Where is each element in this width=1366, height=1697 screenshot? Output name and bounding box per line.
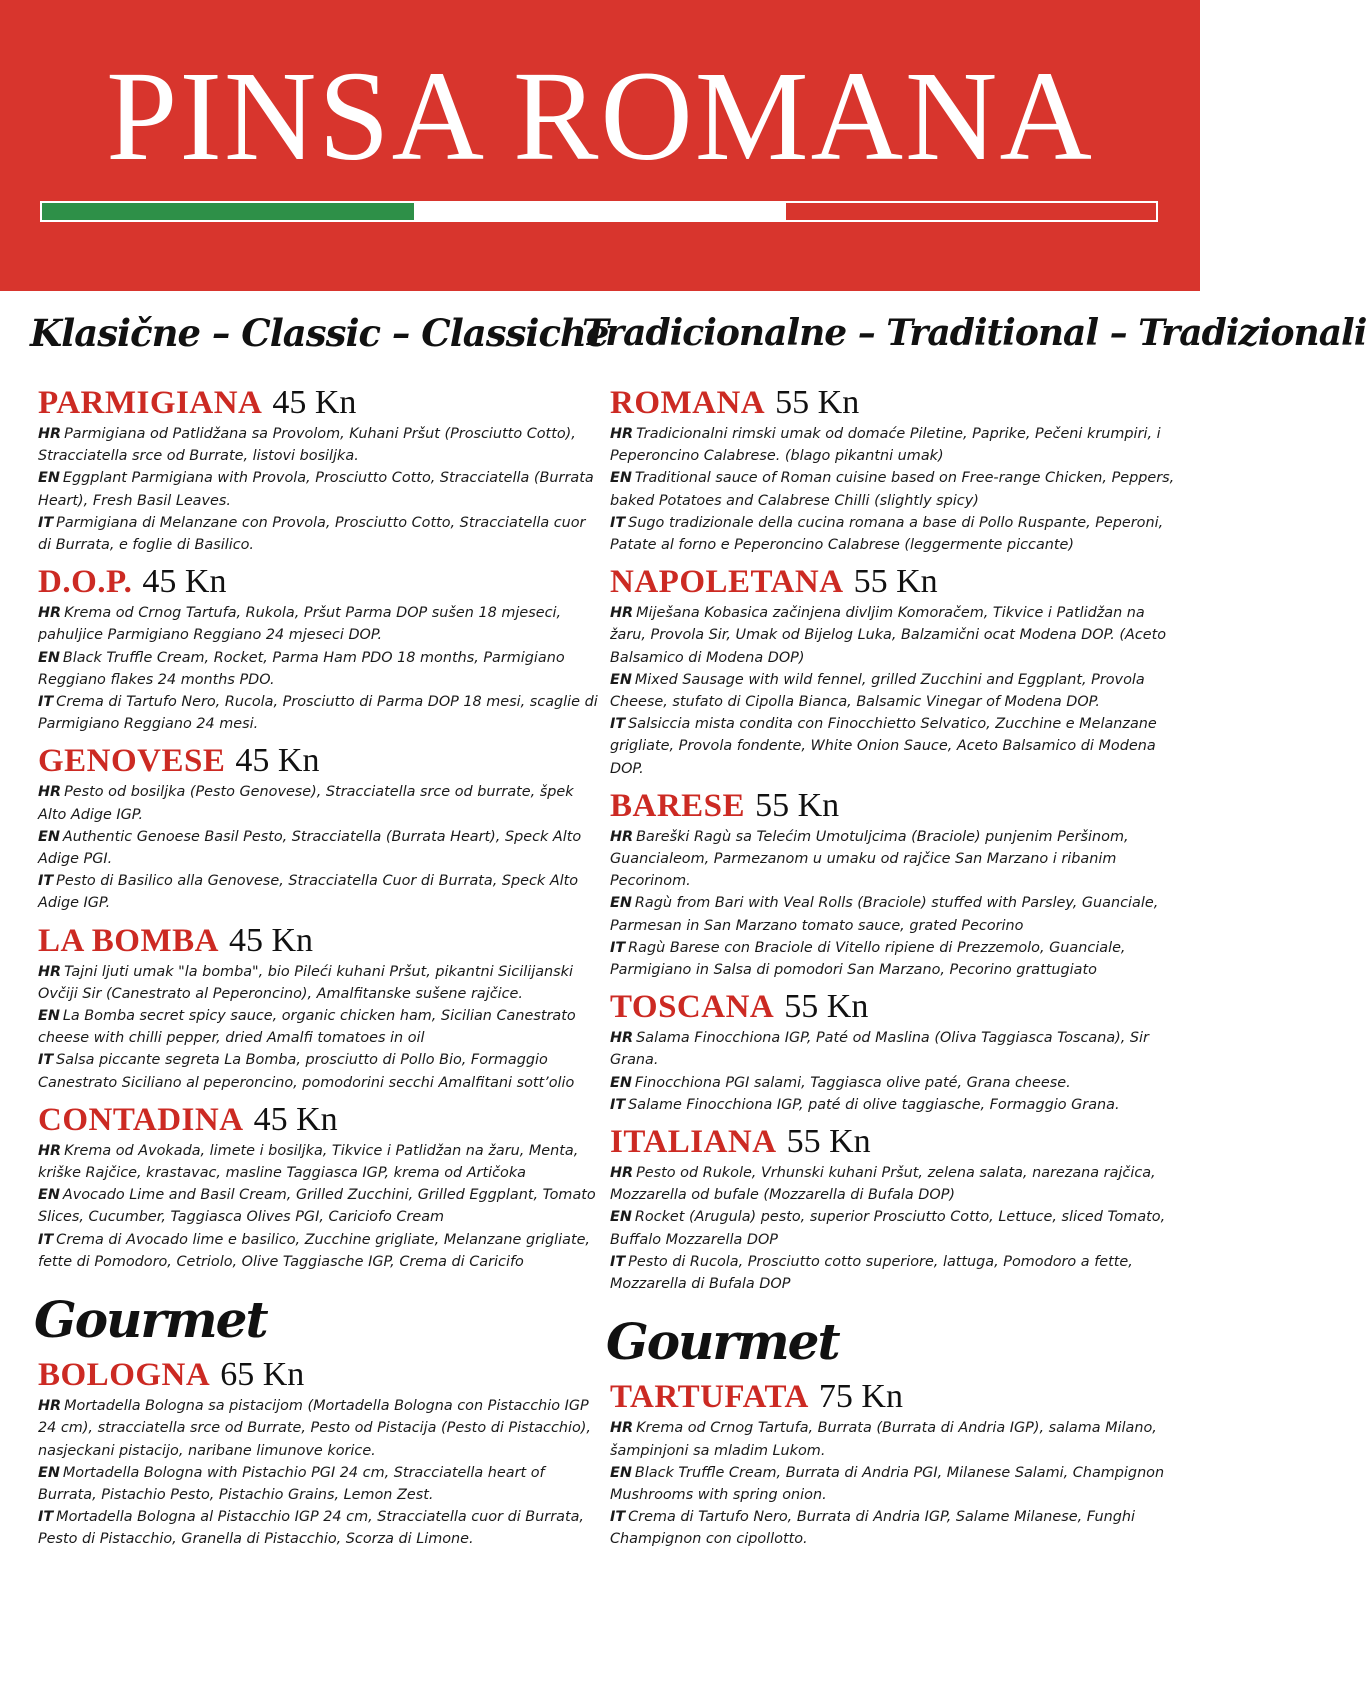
- description-it-text: Mortadella Bologna al Pistacchio IGP 24 cm, Stracciatella cuor di Burrata, Pesto di Pistacchio, Granella di Pistacchio, Scorza di Limone.: [38, 1509, 584, 1548]
- description-en-text: La Bomba secret spicy sauce, organic chicken ham, Sicilian Canestrato cheese with chilli pepper, dried Amalfi tomatoes in oil: [38, 1008, 576, 1047]
- description-it-text: Crema di Tartufo Nero, Burrata di Andria IGP, Salame Milanese, Funghi Champignon con cipollotto.: [610, 1509, 1135, 1548]
- lang-label-hr: HR: [610, 1165, 634, 1182]
- description-hr: [38, 423, 598, 467]
- lang-label-hr: HR: [610, 426, 634, 442]
- lang-label-en: EN: [610, 1464, 632, 1481]
- description-en-text: Mixed Sausage with wild fennel, grilled Zucchini and Eggplant, Provola Cheese, stufato di Cipolla Bianca, Balsamic Vinegar of Modena DOP.: [610, 671, 1145, 711]
- description-hr-text: Tajni ljuti umak "la bomba", bio Pileći kuhani Pršut, pikantni Sicilijanski Ovčiji Sir (Canestrato al Peperoncino), Amalfitanske sušene rajčice.: [38, 963, 573, 1002]
- description-it: [610, 713, 1180, 780]
- menu-item: [38, 1355, 598, 1550]
- description-hr-text: Pesto od bosiljka (Pesto Genovese), Stracciatella srce od burrate, špek Alto Adige IGP.: [38, 784, 574, 823]
- menu-item-description: [38, 961, 598, 1094]
- lang-label-en: EN: [610, 895, 632, 912]
- menu-item-price: 55 Kn: [786, 1123, 871, 1161]
- menu-item-price: 45 Kn: [253, 1100, 338, 1138]
- menu-item: [610, 987, 1180, 1116]
- menu-item: [38, 562, 598, 735]
- flag-red-band: [786, 203, 1156, 220]
- description-en-text: Traditional sauce of Roman cuisine based on Free-range Chicken, Peppers, baked Potatoes and Calabrese Chilli (slightly spicy): [610, 470, 1175, 509]
- menu-item-name: D.O.P.: [38, 564, 133, 601]
- description-it-text: Salsiccia mista condita con Finocchietto Selvatico, Zucchine e Melanzane grigliate, Provola fondente, White Onion Sauce, Aceto Balsamico di Modena DOP.: [610, 716, 1157, 777]
- lang-label-en: EN: [38, 828, 60, 845]
- description-it: [610, 1506, 1180, 1550]
- menu-item-price: 55 Kn: [784, 988, 869, 1026]
- menu-item-name: BOLOGNA: [38, 1357, 211, 1394]
- description-hr-text: Krema od Crnog Tartufa, Rukola, Pršut Parma DOP sušen 18 mjeseci, pahuljice Parmigiano Reggiano 24 mjeseci DOP.: [38, 605, 562, 644]
- description-en: [38, 1184, 598, 1228]
- description-hr: [610, 826, 1180, 893]
- description-en-text: Black Truffle Cream, Burrata di Andria PGI, Milanese Salami, Champignon Mushrooms with spring onion.: [610, 1464, 1165, 1503]
- menu-item-price: 45 Kn: [142, 563, 227, 601]
- description-hr: [610, 1027, 1180, 1071]
- lang-label-en: EN: [38, 1464, 60, 1481]
- description-it: [610, 1094, 1180, 1116]
- description-it: [38, 691, 598, 735]
- lang-label-it: IT: [610, 1096, 626, 1113]
- menu-item-price: 45 Kn: [235, 742, 320, 780]
- description-hr: [610, 1162, 1180, 1206]
- description-hr-text: Pesto od Rukole, Vrhunski kuhani Pršut, zelena salata, narezana rajčica, Mozzarella od bufale (Mozzarella di Bufala DOP): [610, 1165, 1156, 1204]
- classic-section-title: Klasične – Classic – Classiche: [30, 311, 609, 355]
- description-hr: [610, 602, 1180, 669]
- description-en-text: Black Truffle Cream, Rocket, Parma Ham PDO 18 months, Parmigiano Reggiano flakes 24 months PDO.: [38, 649, 565, 688]
- lang-label-hr: HR: [38, 784, 62, 801]
- description-en: [610, 892, 1180, 936]
- menu-item-header: [610, 1377, 1180, 1417]
- lang-label-hr: HR: [610, 605, 634, 622]
- description-it: [38, 512, 598, 556]
- description-hr-text: Mortadella Bologna sa pistacijom (Mortadella Bologna con Pistacchio IGP 24 cm), stracciatella srce od Burrate, Pesto od Pistacija (Pesto di Pistacchio), nasjeckani pistacijo, naribane limunove korice.: [38, 1398, 591, 1459]
- lang-label-en: EN: [38, 470, 60, 487]
- menu-item-name: PARMIGIANA: [38, 385, 263, 421]
- lang-label-it: IT: [610, 1253, 626, 1270]
- lang-label-en: EN: [610, 671, 632, 688]
- description-en-text: Avocado Lime and Basil Cream, Grilled Zucchini, Grilled Eggplant, Tomato Slices, Cucumber, Taggiasca Olives PGI, Cariciofo Cream: [38, 1187, 596, 1226]
- description-it: [610, 512, 1180, 556]
- lang-label-hr: HR: [38, 963, 62, 980]
- description-en: [610, 1072, 1180, 1094]
- lang-label-it: IT: [38, 873, 54, 890]
- description-hr: [38, 1395, 598, 1462]
- lang-label-it: IT: [38, 694, 54, 711]
- menu-item-price: 65 Kn: [220, 1356, 305, 1394]
- menu-item: [38, 921, 598, 1094]
- lang-label-it: IT: [38, 1231, 54, 1248]
- menu-item-name: ROMANA: [610, 385, 766, 421]
- gourmet-title-left: Gourmet: [34, 1290, 267, 1350]
- menu-item-price: 45 Kn: [272, 384, 357, 421]
- description-en: [610, 669, 1180, 713]
- menu-item-header: [38, 562, 598, 602]
- description-en: [38, 1005, 598, 1049]
- menu-item-header: [38, 1100, 598, 1140]
- traditional-column: [582, 305, 1366, 1557]
- menu-item-header: [38, 1355, 598, 1395]
- menu-item-name: TARTUFATA: [610, 1379, 809, 1416]
- menu-item-description: [610, 1162, 1180, 1295]
- menu-item-header: [610, 987, 1180, 1027]
- menu-item-description: [38, 781, 598, 914]
- lang-label-it: IT: [610, 514, 626, 531]
- menu-item-description: [38, 1140, 598, 1273]
- description-hr-text: Krema od Crnog Tartufa, Burrata (Burrata di Andria IGP), salama Milano, šampinjoni sa mladim Lukom.: [610, 1420, 1157, 1459]
- page-title: PINSA ROMANA: [106, 45, 1094, 187]
- menu-item-name: LA BOMBA: [38, 922, 219, 959]
- menu-item: [610, 786, 1180, 981]
- gourmet-menu-list-right: [610, 1377, 1180, 1550]
- description-hr-text: Miješana Kobasica začinjena divljim Komoračem, Tikvice i Patlidžan na žaru, Provola Sir, Umak od Bijelog Luka, Balzamični ocat Modena DOP. (Aceto Balsamico di Modena DOP): [610, 605, 1167, 666]
- menu-item-price: 55 Kn: [775, 384, 860, 421]
- menu-item: [610, 562, 1180, 780]
- menu-item-name: GENOVESE: [38, 743, 226, 780]
- lang-label-hr: HR: [610, 1030, 634, 1047]
- menu-item-header: [610, 786, 1180, 826]
- description-it: [38, 870, 598, 914]
- description-hr-text: Krema od Avokada, limete i bosiljka, Tikvice i Patlidžan na žaru, Menta, kriške Rajčice, krastavac, masline Taggiasca IGP, krema od Artičoka: [38, 1142, 579, 1182]
- lang-label-hr: HR: [38, 426, 62, 442]
- lang-label-en: EN: [610, 1209, 632, 1226]
- gourmet-title-right: Gourmet: [606, 1312, 839, 1372]
- menu-item-name: BARESE: [610, 787, 746, 824]
- menu-item-name: TOSCANA: [610, 989, 775, 1026]
- description-it-text: Salsa piccante segreta La Bomba, prosciutto di Pollo Bio, Formaggio Canestrato Siciliano al peperoncino, pomodorini secchi Amalfitani sott’olio: [38, 1052, 575, 1091]
- menu-item: [38, 383, 598, 556]
- menu-item-description: [610, 1417, 1180, 1550]
- menu-item-price: 75 Kn: [818, 1378, 903, 1416]
- description-hr-text: Bareški Ragù sa Telećim Umotuljcima (Braciole) punjenim Peršinom, Guancialeom, Parmezanom u umaku od rajčice San Marzano i ribanim Pecorinom.: [610, 828, 1129, 890]
- description-en-text: Authentic Genoese Basil Pesto, Stracciatella (Burrata Heart), Speck Alto Adige PGI.: [38, 828, 582, 868]
- lang-label-it: IT: [38, 514, 54, 531]
- flag-green-band: [42, 203, 414, 220]
- lang-label-en: EN: [38, 649, 60, 666]
- gourmet-menu-list-left: [38, 1355, 598, 1550]
- menu-item-description: [610, 1027, 1180, 1116]
- lang-label-en: EN: [38, 1008, 60, 1025]
- lang-label-it: IT: [610, 716, 626, 733]
- description-hr: [38, 781, 598, 825]
- description-it-text: Crema di Avocado lime e basilico, Zucchine grigliate, Melanzane grigliate, fette di Pomodoro, Cetriolo, Olive Taggiasche IGP, Crema di Caricifo: [38, 1231, 591, 1270]
- lang-label-hr: HR: [38, 1142, 62, 1159]
- lang-label-en: EN: [38, 1187, 60, 1204]
- flag-white-band: [414, 203, 786, 220]
- description-en: [38, 647, 598, 691]
- description-hr-text: Parmigiana od Patlidžana sa Provolom, Kuhani Pršut (Prosciutto Cotto), Stracciatella srce od Burrate, listovi bosiljka.: [38, 426, 576, 465]
- description-hr: [610, 1417, 1180, 1461]
- menu-item: [610, 1122, 1180, 1295]
- description-en-text: Mortadella Bologna with Pistachio PGI 24 cm, Stracciatella heart of Burrata, Pistachio Pesto, Pistachio Grains, Lemon Zest.: [38, 1464, 545, 1503]
- description-hr: [610, 423, 1180, 467]
- description-en: [38, 826, 598, 870]
- lang-label-hr: HR: [610, 828, 634, 845]
- menu-item-header: [610, 383, 1180, 423]
- description-it: [610, 937, 1180, 981]
- menu-item-price: 55 Kn: [853, 563, 938, 601]
- description-it-text: Pesto di Basilico alla Genovese, Stracciatella Cuor di Burrata, Speck Alto Adige IGP.: [38, 873, 579, 912]
- menu-item-description: [38, 602, 598, 735]
- description-it-text: Pesto di Rucola, Prosciutto cotto superiore, lattuga, Pomodoro a fette, Mozzarella di Bufala DOP: [610, 1253, 1133, 1293]
- description-hr: [38, 1140, 598, 1184]
- lang-label-it: IT: [610, 1509, 626, 1526]
- menu-item-description: [610, 826, 1180, 981]
- lang-label-hr: HR: [38, 605, 62, 622]
- menu-item-header: [38, 921, 598, 961]
- description-en-text: Eggplant Parmigiana with Provola, Prosciutto Cotto, Stracciatella (Burrata Heart), Fresh Basil Leaves.: [38, 470, 594, 509]
- menu-item-description: [610, 423, 1180, 556]
- menu-item-description: [610, 602, 1180, 780]
- description-en: [610, 1206, 1180, 1250]
- description-en: [610, 1462, 1180, 1506]
- traditional-section-title: Tradicionalne – Traditional – Tradizionali: [582, 312, 1366, 354]
- menu-item-header: [610, 562, 1180, 602]
- lang-label-hr: HR: [610, 1420, 634, 1437]
- lang-label-en: EN: [610, 1074, 632, 1091]
- menu-item-description: [38, 423, 598, 556]
- description-it-text: Sugo tradizionale della cucina romana a base di Pollo Ruspante, Peperoni, Patate al forno e Peperoncino Calabrese (leggermente piccante): [610, 514, 1164, 554]
- description-it-text: Crema di Tartufo Nero, Rucola, Prosciutto di Parma DOP 18 mesi, scaglie di Parmigiano Reggiano 24 mesi.: [38, 694, 598, 733]
- description-it-text: Parmigiana di Melanzane con Provola, Prosciutto Cotto, Stracciatella cuor di Burrata, e foglie di Basilico.: [38, 514, 586, 554]
- menu-item-header: [610, 1122, 1180, 1162]
- menu-item-price: 45 Kn: [228, 921, 314, 959]
- description-it: [610, 1251, 1180, 1295]
- description-it-text: Salame Finocchiona IGP, paté di olive taggiasche, Formaggio Grana.: [628, 1096, 1120, 1113]
- italian-flag-stripe: [40, 201, 1158, 222]
- lang-label-hr: HR: [38, 1398, 62, 1415]
- lang-label-it: IT: [38, 1509, 54, 1526]
- menu-item-header: [38, 383, 598, 423]
- menu-item-header: [38, 741, 598, 781]
- description-en-text: Rocket (Arugula) pesto, superior Prosciutto Cotto, Lettuce, sliced Tomato, Buffalo Mozzarella DOP: [610, 1209, 1166, 1248]
- description-hr: [38, 961, 598, 1005]
- traditional-menu-list: [610, 383, 1180, 1295]
- menu-item-name: NAPOLETANA: [610, 564, 844, 601]
- menu-item: [610, 383, 1180, 556]
- description-en-text: Finocchiona PGI salami, Taggiasca olive paté, Grana cheese.: [634, 1074, 1071, 1091]
- lang-label-it: IT: [610, 939, 626, 956]
- description-hr: [38, 602, 598, 646]
- description-it: [38, 1049, 598, 1093]
- menu-item-price: 55 Kn: [755, 786, 840, 824]
- description-it-text: Ragù Barese con Braciole di Vitello ripiene di Prezzemolo, Guanciale, Parmigiano in Salsa di pomodori San Marzano, Pecorino grattugiato: [610, 939, 1126, 979]
- description-en: [38, 1462, 598, 1506]
- menu-item: [38, 1100, 598, 1273]
- description-hr-text: Tradicionalni rimski umak od domaće Piletine, Paprike, Pečeni krumpiri, i Peperoncino Calabrese. (blago pikantni umak): [610, 426, 1161, 465]
- description-en: [610, 467, 1180, 511]
- header-banner: [0, 0, 1200, 291]
- description-en: [38, 467, 598, 511]
- classic-column: [30, 305, 609, 1557]
- menu-item-description: [38, 1395, 598, 1550]
- description-en-text: Ragù from Bari with Veal Rolls (Braciole) stuffed with Parsley, Guanciale, Parmesan in San Marzano tomato sauce, grated Pecorino: [610, 895, 1159, 934]
- description-hr-text: Salama Finocchiona IGP, Paté od Maslina (Oliva Taggiasca Toscana), Sir Grana.: [610, 1030, 1149, 1069]
- menu-item: [610, 1377, 1180, 1550]
- description-it: [38, 1506, 598, 1550]
- description-it: [38, 1229, 598, 1273]
- menu-item: [38, 741, 598, 914]
- menu-item-name: ITALIANA: [610, 1124, 777, 1161]
- lang-label-it: IT: [38, 1052, 54, 1069]
- classic-menu-list: [38, 383, 598, 1273]
- lang-label-en: EN: [610, 470, 632, 487]
- menu-item-name: CONTADINA: [38, 1101, 244, 1138]
